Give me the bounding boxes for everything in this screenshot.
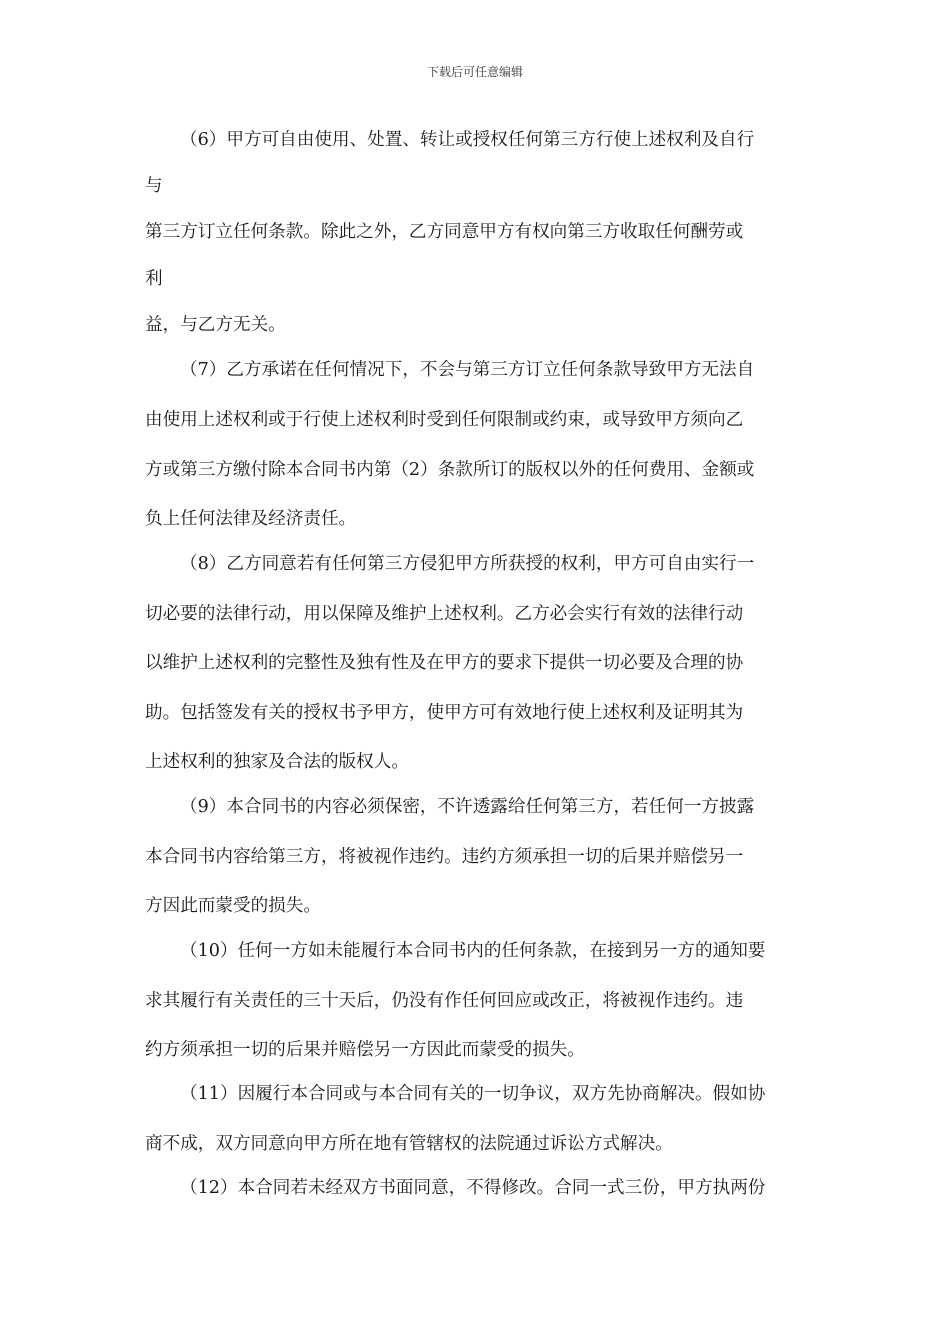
text-line: （11）因履行本合同或与本合同有关的一切争议，双方先协商解决。假如协 (180, 1084, 766, 1104)
text-line: 益，与乙方无关。 (145, 315, 286, 335)
text-line: （6）甲方可自由使用、处置、转让或授权任何第三方行使上述权利及自行 (180, 130, 755, 150)
text-line: （10）任何一方如未能履行本合同书内的任何条款，在接到另一方的通知要 (180, 941, 766, 961)
text-line: （12）本合同若未经双方书面同意，不得修改。合同一式三份，甲方执两份 (180, 1178, 766, 1198)
text-line: 助。包括签发有关的授权书予甲方，使甲方可有效地行使上述权利及证明其为 (145, 703, 744, 723)
text-line: 方或第三方缴付除本合同书内第（2）条款所订的版权以外的任何费用、金额或 (145, 460, 755, 480)
text-line: 以维护上述权利的完整性及独有性及在甲方的要求下提供一切必要及合理的协 (145, 653, 744, 673)
text-line: （7）乙方承诺在任何情况下，不会与第三方订立任何条款导致甲方无法自 (180, 360, 755, 380)
page-header: 下载后可任意编辑 (426, 65, 523, 79)
text-line: 由使用上述权利或于行使上述权利时受到任何限制或约束，或导致甲方须向乙 (145, 410, 744, 430)
text-line: 商不成，双方同意向甲方所在地有管辖权的法院通过诉讼方式解决。 (145, 1134, 673, 1154)
text-line: 约方须承担一切的后果并赔偿另一方因此而蒙受的损失。 (145, 1040, 585, 1060)
text-line: 求其履行有关责任的三十天后，仍没有作任何回应或改正，将被视作违约。违 (145, 991, 744, 1011)
text-line: 方因此而蒙受的损失。 (145, 896, 321, 916)
text-line: 与 (145, 176, 163, 196)
text-line: 负上任何法律及经济责任。 (145, 509, 357, 529)
text-line: 第三方订立任何条款。除此之外，乙方同意甲方有权向第三方收取任何酬劳或 (145, 222, 744, 242)
text-line: （8）乙方同意若有任何第三方侵犯甲方所获授的权利，甲方可自由实行一 (180, 554, 755, 574)
text-line: 本合同书内容给第三方，将被视作违约。违约方须承担一切的后果并赔偿另一 (145, 847, 744, 867)
text-line: 上述权利的独家及合法的版权人。 (145, 752, 409, 772)
text-line: （9）本合同书的内容必须保密，不许透露给任何第三方，若任何一方披露 (180, 797, 755, 817)
text-line: 切必要的法律行动，用以保障及维护上述权利。乙方必会实行有效的法律行动 (145, 604, 744, 624)
text-line: 利 (145, 269, 163, 289)
